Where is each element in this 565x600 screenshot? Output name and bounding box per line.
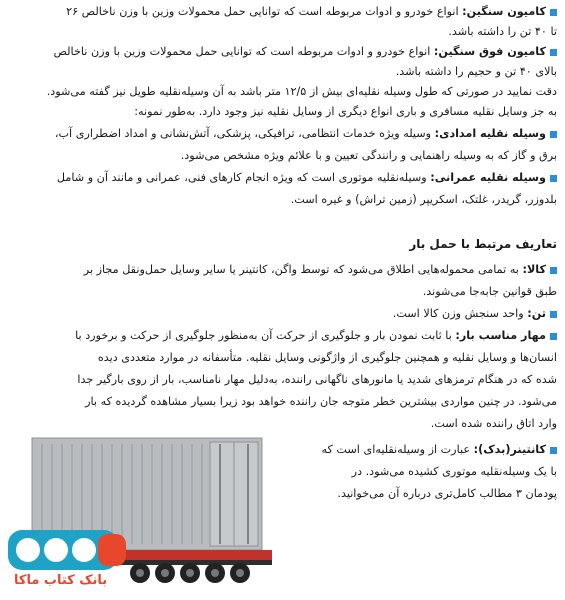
paragraph-text: به جز وسایل نقلیه مسافری و باری انواع دیگری از وسایل نقلیه نیز وجود دارد. به‌طور نمونه:	[134, 105, 557, 118]
bullet-square-icon	[550, 311, 557, 318]
term-label: کالا:	[522, 263, 546, 276]
bullet-square-icon	[550, 333, 557, 340]
text-line	[77, 370, 557, 390]
bullet-square-icon	[550, 131, 557, 138]
definition-text: شده که در هنگام ترمزهای شدید یا مانورهای ناگهانی راننده، به‌دلیل مهار نامناسب، بار از روی بارگیر جدا	[77, 373, 557, 386]
text-line	[57, 168, 557, 188]
bullet-square-icon	[550, 9, 557, 16]
heading-text: تعاریف مرتبط با حمل بار	[409, 237, 557, 251]
text-line	[84, 260, 557, 280]
text-line	[98, 348, 557, 368]
definition-text: می‌شود. در چنین مواردی بیشترین خطر متوجه جان راننده خواهد بود زیرا بسیار مشاهده گردیده که بار	[85, 395, 557, 408]
text-line	[75, 326, 557, 346]
section-heading	[409, 234, 557, 254]
text-line	[396, 62, 557, 82]
text-line	[337, 484, 557, 504]
definition-text: با یک وسیله‌نقلیه موتوری کشیده می‌شود. در	[351, 465, 557, 478]
text-line	[352, 462, 557, 482]
term-label: تن:	[527, 307, 546, 320]
definition-text: بالای ۴۰ تن و حجیم را داشته باشد.	[395, 65, 557, 78]
definition-text: انواع خودرو و ادوات مربوطه است که توانایی حمل محمولات وزین با وزن ناخالص	[53, 45, 434, 58]
definition-text: بلدوزر، گریدر، غلتک، اسکریپر (زمین تراش) و غیره است.	[290, 193, 557, 206]
definition-text: وسیله ویژه خدمات انتظامی، ترافیکی، پزشکی، آتش‌نشانی و امداد اضطراری آب،	[54, 127, 435, 140]
term-label: کانتینر(بدک):	[473, 443, 546, 456]
text-line	[66, 2, 557, 22]
definition-text: واحد سنجش وزن کالا است.	[392, 307, 528, 320]
text-line	[181, 146, 557, 166]
bullet-square-icon	[550, 447, 557, 454]
text-line	[47, 82, 557, 102]
text-line	[393, 304, 557, 324]
term-label: کامیون سنگین:	[462, 5, 546, 18]
text-line	[431, 414, 557, 434]
definition-text: عبارت از وسیله‌نقلیه‌ای است که	[321, 443, 474, 456]
bullet-square-icon	[550, 49, 557, 56]
bullet-square-icon	[550, 267, 557, 274]
term-label: وسیله نقلیه عمرانی:	[430, 171, 546, 184]
term-label: وسیله نقلیه امدادی:	[434, 127, 546, 140]
definition-text: پودمان ۳ مطالب کامل‌تری درباره آن می‌خوانید.	[337, 487, 557, 500]
definition-text: تا ۴۰ تن را داشته باشد.	[448, 25, 557, 38]
watermark-text: بانک کتاب ماکا	[14, 573, 108, 588]
text-line	[85, 392, 557, 412]
text-line	[134, 102, 557, 122]
definition-text: با ثابت نمودن بار و جلوگیری از حرکت آن به‌منظور جلوگیری از حرکت و برخورد با	[75, 329, 456, 342]
text-line	[448, 22, 557, 42]
definition-text: برق و گاز که به وسیله راهنمایی و رانندگی تعیین و با علائم ویژه مشخص می‌شود.	[180, 149, 557, 162]
text-line	[423, 282, 557, 302]
definition-text: انواع خودرو و ادوات مربوطه است که توانایی حمل محمولات وزین با وزن ناخالص ۲۶	[66, 5, 463, 18]
definition-text: به تمامی محموله‌هایی اطلاق می‌شود که توسط واگن، کانتینر یا سایر وسایل حمل‌ونقل مجاز بر	[83, 263, 523, 276]
bullet-square-icon	[550, 175, 557, 182]
paragraph-text: دقت نمایید در صورتی که طول وسیله نقلیه‌ای بیش از ۱۲/۵ متر باشد به آن وسیله‌نقلیه طویل نیز گفته می‌شود.	[46, 85, 557, 98]
term-label: مهار مناسب بار:	[455, 329, 546, 342]
text-line	[55, 124, 557, 144]
definition-text: انسان‌ها و وسایل نقلیه و همچنین جلوگیری از واژگونی وسایل نقلیه. متأسفانه در موارد متعددی دیده	[97, 351, 557, 364]
definition-text: وارد اتاق راننده شده است.	[430, 417, 557, 430]
text-line	[53, 42, 557, 62]
definition-text: طبق قوانین جابه‌جا می‌شوند.	[422, 285, 557, 298]
text-line	[322, 440, 557, 460]
text-line	[291, 190, 557, 210]
definition-text: وسیله‌نقلیه موتوری است که ویژه انجام کارهای فنی، عمرانی و مانند آن و شامل	[56, 171, 431, 184]
term-label: کامیون فوق سنگین:	[433, 45, 546, 58]
